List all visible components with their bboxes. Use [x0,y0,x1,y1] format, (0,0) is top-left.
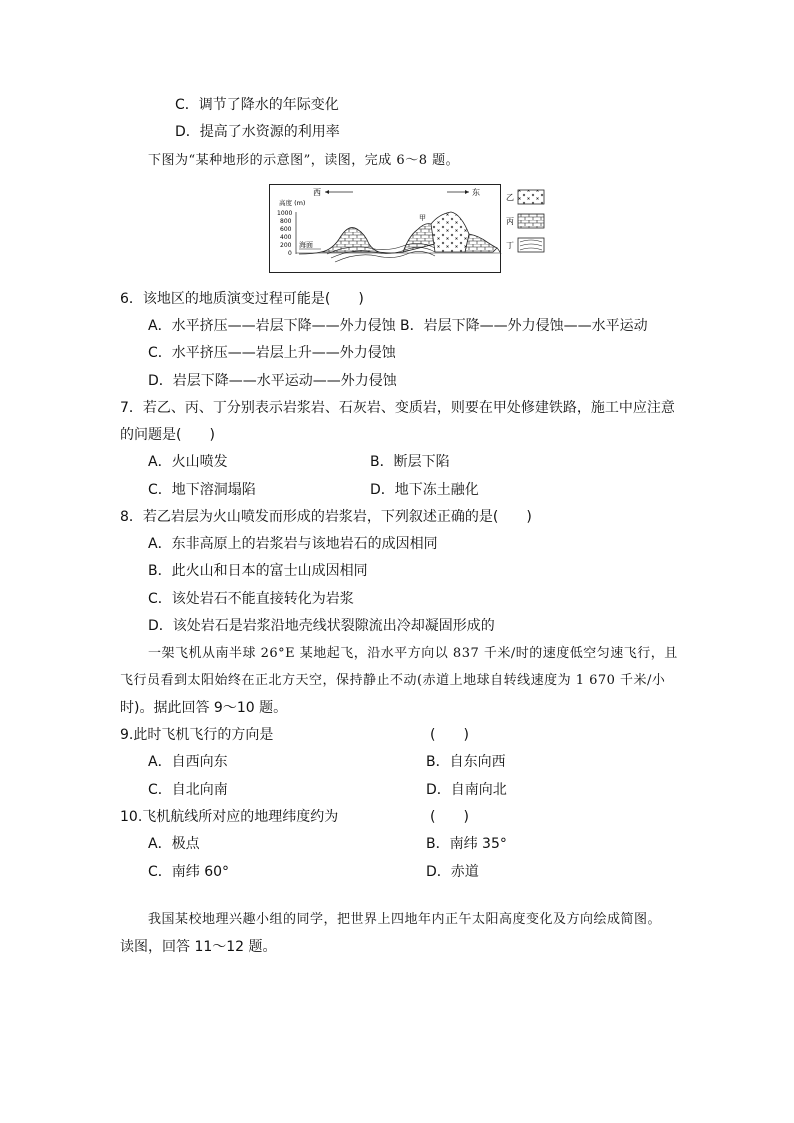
q7-option-a: A．火山喷发 [148,454,228,470]
q6-option-c: C．水平挤压——岩层上升——外力侵蚀 [148,345,396,361]
east-arrow-head [465,190,469,194]
intro-6-8: 下图为“某种地形的示意图”，读图，完成 6～8 题。 [148,153,460,168]
tick-600: 600 [280,226,292,233]
q10-option-c: C．南纬 60° [148,864,230,880]
q10-stem: 10.飞机航线所对应的地理纬度约为 [120,809,339,825]
q6-option-d: D．岩层下降——水平运动——外力侵蚀 [148,373,397,389]
tick-200: 200 [280,242,292,249]
q9-option-d: D．自南向北 [426,782,507,798]
q9-stem: 9.此时飞机飞行的方向是 [120,727,274,743]
q7-option-d: D．地下冻土融化 [370,482,479,498]
west-arrow-head [325,190,329,194]
q10-paren: ( ) [430,809,469,825]
legend-key-yi: 乙 [506,193,514,202]
right-slope [465,234,497,252]
q6-options-ab: A．水平挤压——岩层下降——外力侵蚀 B．岩层下降——外力侵蚀——水平运动 [148,318,648,334]
q9-option-b: B．自东向西 [426,754,506,770]
q10-option-a: A．极点 [148,836,200,852]
intro-11-12-line1: 我国某校地理兴趣小组的同学，把世界上四地年内正午太阳高度变化及方向绘成简图。 [148,912,662,927]
sea-label: 海面 [299,241,313,249]
tick-1000: 1000 [277,210,293,217]
q7-stem-line2: 的问题是( ) [120,427,215,443]
igneous-body [431,212,469,252]
east-label: 东 [472,188,480,197]
q8-stem: 8．若乙岩层为火山喷发而形成的岩浆岩，下列叙述正确的是( ) [120,509,532,525]
intro-9-10-line3: 时)。据此回答 9～10 题。 [120,700,288,716]
q9-option-c: C．自北向南 [148,782,228,798]
middle-hill [403,224,435,252]
intro-9-10-line2: 飞行员看到太阳始终在正北方天空，保持静止不动(赤道上地球自转线速度为 1 670 千米/小 [120,673,666,688]
axis-label: 高度 (m) [279,199,306,207]
q9-option-a: A．自西向东 [148,754,228,770]
q7-option-b: B．断层下陷 [370,454,450,470]
legend-key-ding: 丁 [506,241,514,250]
q8-option-b: B．此火山和日本的富士山成因相同 [148,563,368,579]
point-jia-label: 甲 [419,214,426,222]
tick-400: 400 [280,234,292,241]
q7-stem-line1: 7．若乙、丙、丁分别表示岩浆岩、石灰岩、变质岩，则要在甲处修建铁路，施工中应注意 [120,400,675,416]
q8-option-d: D．该处岩石是岩浆沿地壳线状裂隙流出冷却凝固形成的 [148,618,495,634]
q6-stem: 6．该地区的地质演变过程可能是( ) [120,291,364,307]
legend-swatch-bing [518,214,544,228]
q8-option-c: C．该处岩石不能直接转化为岩浆 [148,591,354,607]
west-label: 西 [313,188,321,197]
q10-option-d: D．赤道 [426,864,479,880]
legend-swatch-yi [518,190,544,204]
q5-option-c: C．调节了降水的年际变化 [175,97,339,113]
legend-key-bing: 丙 [506,217,514,226]
q9-paren: ( ) [430,727,469,743]
tick-800: 800 [280,218,292,225]
q10-option-b: B．南纬 35° [426,836,507,852]
q8-option-a: A．东非高原上的岩浆岩与该地岩石的成因相同 [148,536,438,552]
intro-9-10-line1: 一架飞机从南半球 26°E 某地起飞，沿水平方向以 837 千米/时的速度低空匀速飞行，且 [148,646,678,661]
tick-0: 0 [288,250,292,257]
q7-option-c: C．地下溶洞塌陷 [148,482,256,498]
intro-11-12-line2: 读图，回答 11～12 题。 [120,939,277,955]
landform-diagram [269,184,555,274]
q5-option-d: D．提高了水资源的利用率 [175,124,340,140]
